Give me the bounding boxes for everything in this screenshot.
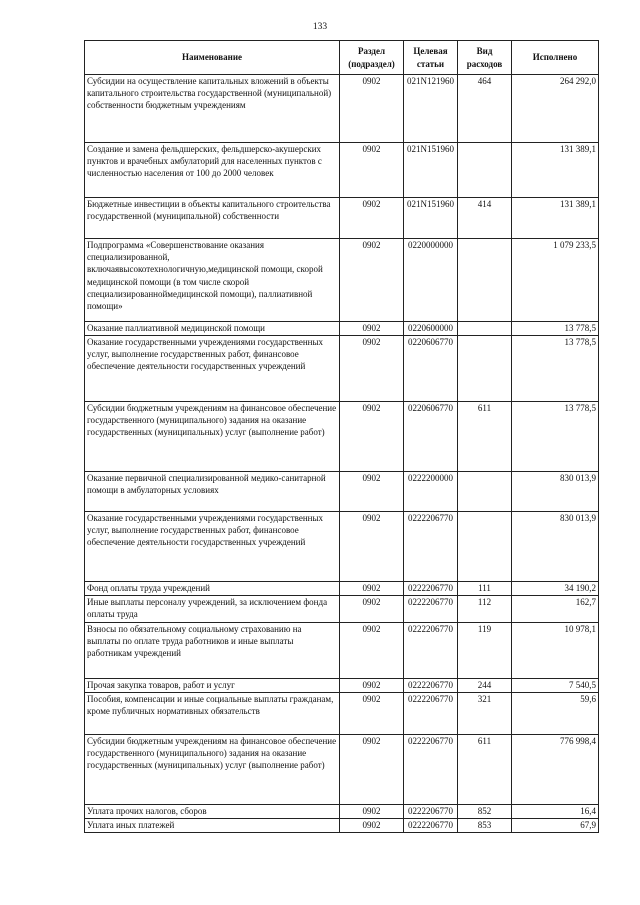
table-row [85, 819, 599, 833]
table-row [85, 512, 599, 582]
row-section: 0902 [340, 582, 404, 596]
row-section: 0902 [340, 819, 404, 833]
row-expense: 414 [458, 198, 512, 239]
row-name: Бюджетные инвестиции в объекты капитального строительства государственной (муниципальной) собственности [85, 198, 340, 239]
header-expense: Вид расходов [458, 41, 512, 75]
row-name: Уплата прочих налогов, сборов [85, 805, 340, 819]
row-expense: 853 [458, 819, 512, 833]
row-name: Субсидии бюджетным учреждениям на финансовое обеспечение государственного (муниципального) задания на оказание государственных (муниципальных) услуг (выполнение работ) [85, 402, 340, 472]
table-row [85, 596, 599, 623]
row-amount: 264 292,0 [512, 75, 599, 143]
row-article: 0222206770 [404, 819, 458, 833]
page-number: 133 [312, 22, 328, 32]
header-name: Наименование [85, 41, 340, 75]
row-section: 0902 [340, 75, 404, 143]
row-amount: 16,4 [512, 805, 599, 819]
row-amount: 162,7 [512, 596, 599, 623]
row-section: 0902 [340, 693, 404, 735]
table-row [85, 679, 599, 693]
table-row [85, 322, 599, 336]
row-article: 0220600000 [404, 322, 458, 336]
row-article: 0222206770 [404, 582, 458, 596]
row-expense: 119 [458, 623, 512, 679]
header-amount: Исполнено [512, 41, 599, 75]
table-header-row [85, 41, 599, 75]
row-section: 0902 [340, 402, 404, 472]
row-name: Оказание первичной специализированной медико-санитарной помощи в амбулаторных условиях [85, 472, 340, 512]
row-name: Создание и замена фельдшерских, фельдшерско-акушерских пунктов и врачебных амбулаторий для населенных пунктов с численностью населения от 100 до 2000 человек [85, 143, 340, 198]
row-name: Подпрограмма «Совершенствование оказания специализированной, включаявысокотехнологичную,медицинской помощи, скорой медицинской помощи (в том числе скорой специализированноймедицинской помощи), паллиативной помощи» [85, 239, 340, 322]
row-name: Фонд оплаты труда учреждений [85, 582, 340, 596]
table-row [85, 472, 599, 512]
row-expense [458, 143, 512, 198]
row-amount: 131 389,1 [512, 198, 599, 239]
row-name: Субсидии на осуществление капитальных вложений в объекты капитального строительства государственной (муниципальной) собственности бюджетным учреждениям [85, 75, 340, 143]
row-section: 0902 [340, 472, 404, 512]
row-expense: 111 [458, 582, 512, 596]
table-row [85, 336, 599, 402]
row-article: 0220606770 [404, 402, 458, 472]
row-article: 0222206770 [404, 679, 458, 693]
table-row [85, 735, 599, 805]
header-section: Раздел (подраздел) [340, 41, 404, 75]
table-row [85, 582, 599, 596]
row-expense: 464 [458, 75, 512, 143]
row-amount: 13 778,5 [512, 322, 599, 336]
row-article: 0222206770 [404, 735, 458, 805]
row-name: Взносы по обязательному социальному страхованию на выплаты по оплате труда работников и иные выплаты работникам учреждений [85, 623, 340, 679]
row-section: 0902 [340, 336, 404, 402]
row-expense: 112 [458, 596, 512, 623]
row-amount: 59,6 [512, 693, 599, 735]
row-section: 0902 [340, 143, 404, 198]
table-row [85, 623, 599, 679]
row-article: 0222206770 [404, 623, 458, 679]
row-name: Оказание государственными учреждениями государственных услуг, выполнение государственных работ, финансовое обеспечение деятельности государственных учреждений [85, 512, 340, 582]
row-expense [458, 239, 512, 322]
row-section: 0902 [340, 596, 404, 623]
row-article: 021N151960 [404, 143, 458, 198]
row-amount: 1 079 233,5 [512, 239, 599, 322]
row-article: 0222206770 [404, 805, 458, 819]
row-section: 0902 [340, 623, 404, 679]
row-section: 0902 [340, 198, 404, 239]
row-section: 0902 [340, 322, 404, 336]
row-amount: 67,9 [512, 819, 599, 833]
row-name: Уплата иных платежей [85, 819, 340, 833]
row-name: Прочая закупка товаров, работ и услуг [85, 679, 340, 693]
row-amount: 131 389,1 [512, 143, 599, 198]
row-expense: 852 [458, 805, 512, 819]
row-article: 0220000000 [404, 239, 458, 322]
row-article: 0222200000 [404, 472, 458, 512]
table-row [85, 143, 599, 198]
row-article: 021N151960 [404, 198, 458, 239]
row-expense [458, 336, 512, 402]
row-article: 0222206770 [404, 596, 458, 623]
row-expense: 611 [458, 402, 512, 472]
row-expense [458, 472, 512, 512]
row-expense [458, 512, 512, 582]
row-article: 0222206770 [404, 512, 458, 582]
row-section: 0902 [340, 805, 404, 819]
row-name: Субсидии бюджетным учреждениям на финансовое обеспечение государственного (муниципального) задания на оказание государственных (муниципальных) услуг (выполнение работ) [85, 735, 340, 805]
budget-table [84, 40, 599, 833]
row-expense: 321 [458, 693, 512, 735]
row-name: Пособия, компенсации и иные социальные выплаты гражданам, кроме публичных нормативных обязательств [85, 693, 340, 735]
row-section: 0902 [340, 512, 404, 582]
row-article: 0222206770 [404, 693, 458, 735]
row-amount: 10 978,1 [512, 623, 599, 679]
row-amount: 830 013,9 [512, 512, 599, 582]
row-section: 0902 [340, 679, 404, 693]
row-amount: 34 190,2 [512, 582, 599, 596]
row-amount: 776 998,4 [512, 735, 599, 805]
row-expense: 244 [458, 679, 512, 693]
header-article: Целевая статьи [404, 41, 458, 75]
row-article: 021N121960 [404, 75, 458, 143]
table-row [85, 693, 599, 735]
table-row [85, 402, 599, 472]
row-name: Иные выплаты персоналу учреждений, за исключением фонда оплаты труда [85, 596, 340, 623]
row-amount: 7 540,5 [512, 679, 599, 693]
row-amount: 13 778,5 [512, 402, 599, 472]
row-name: Оказание государственными учреждениями государственных услуг, выполнение государственных работ, финансовое обеспечение деятельности государственных учреждений [85, 336, 340, 402]
table-row [85, 198, 599, 239]
row-expense [458, 322, 512, 336]
row-amount: 13 778,5 [512, 336, 599, 402]
row-name: Оказание паллиативной медицинской помощи [85, 322, 340, 336]
row-section: 0902 [340, 735, 404, 805]
row-section: 0902 [340, 239, 404, 322]
row-article: 0220606770 [404, 336, 458, 402]
table-row [85, 75, 599, 143]
row-amount: 830 013,9 [512, 472, 599, 512]
table-row [85, 805, 599, 819]
table-row [85, 239, 599, 322]
row-expense: 611 [458, 735, 512, 805]
